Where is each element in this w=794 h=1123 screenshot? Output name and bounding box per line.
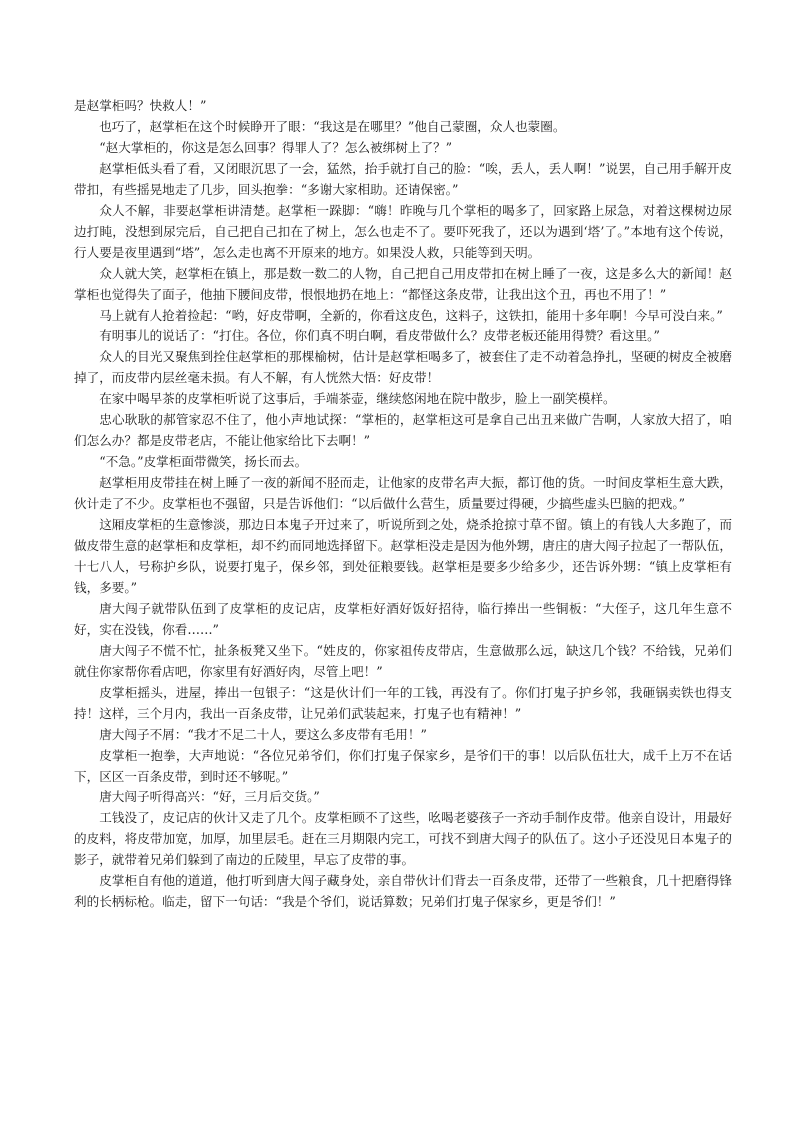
paragraph: 唐大闯子不屑：“我才不足二十人，要这么多皮带有毛用！” (99, 726, 427, 742)
paragraph: “不急。”皮掌柜面带微笑，扬长而去。 (99, 454, 308, 470)
paragraph: 在家中喝早茶的皮掌柜听说了这事后，手端茶壶，继续悠闲地在院中散步，脸上一副笑模样。 (99, 391, 616, 407)
paragraph: 皮掌柜一抱拳，大声地说：“各位兄弟爷们，你们打鬼子保家乡，是爷们干的事！以后队伍壮大，成千上万不在话下，区区一百条皮带，到时还不够呢。” (74, 747, 732, 784)
paragraph: 唐大闯子就带队伍到了皮掌柜的皮记店，皮掌柜好酒好饭好招待，临行捧出一些铜板：“大侄子，这几年生意不好，实在没钱，你看……” (74, 600, 732, 637)
paragraph: 工钱没了，皮记店的伙计又走了几个。皮掌柜顾不了这些，吆喝老婆孩子一齐动手制作皮带。他亲自设计，用最好的皮料，将皮带加宽，加厚，加里层毛。赶在三月期限内完工，可找不到唐大闯子的队伍了。这小子还没见日本鬼子的影子，就带着兄弟们躲到了南边的丘陵里，早忘了皮带的事。 (74, 810, 732, 868)
paragraph: 众人就大笑，赵掌柜在镇上，那是数一数二的人物，自己把自己用皮带扣在树上睡了一夜，这是多么大的新闻！赵掌柜也觉得失了面子，他抽下腰间皮带，恨恨地扔在地上：“都怪这条皮带，让我出这个丑，再也不用了！” (74, 265, 732, 302)
paragraph: 是赵掌柜吗？快救人！” (74, 98, 207, 113)
paragraph: 皮掌柜自有他的道道，他打听到唐大闯子藏身处，亲自带伙计们背去一百条皮带，还带了一些粮食，几十把磨得锋利的长柄标枪。临走，留下一句话：“我是个爷们，说话算数；兄弟们打鬼子保家乡，更是爷们！” (74, 873, 732, 910)
paragraph: 皮掌柜摇头，进屋，捧出一包银子：“这是伙计们一年的工钱，再没有了。你们打鬼子护乡邻，我砸锅卖铁也得支持！这样，三个月内，我出一百条皮带，让兄弟们武装起来，打鬼子也有精神！” (74, 684, 732, 721)
paragraph: 这厢皮掌柜的生意惨淡，那边日本鬼子开过来了，听说所到之处，烧杀抢掠寸草不留。镇上的有钱人大多跑了，而做皮带生意的赵掌柜和皮掌柜，却不约而同地选择留下。赵掌柜没走是因为他外甥，唐庄的唐大闯子拉起了一帮队伍，十七八人，号称护乡队，说要打鬼子，保乡邻，到处征粮要钱。赵掌柜是要多少给多少，还告诉外甥：“镇上皮掌柜有钱，多要。” (74, 517, 732, 595)
paragraph: 马上就有人抢着捡起：“哟，好皮带啊，全新的，你看这皮色，这料子，这铁扣，能用十多年啊！今早可没白来。” (99, 307, 723, 323)
paragraph: 众人的目光又聚焦到拴住赵掌柜的那棵榆树，估计是赵掌柜喝多了，被套住了走不动着急挣扎，坚硬的树皮全被磨掉了，而皮带内层丝毫未损。有人不解，有人恍然大悟：好皮带！ (74, 349, 732, 386)
paragraph: 也巧了，赵掌柜在这个时候睁开了眼：“我这是在哪里？”他自己蒙圈，众人也蒙圈。 (99, 118, 566, 134)
paragraph: 唐大闯子听得高兴：“好，三月后交货。” (99, 789, 320, 805)
paragraph: “赵大掌柜的，你这是怎么回事？得罪人了？怎么被绑树上了？” (99, 139, 453, 155)
paragraph: 唐大闯子不慌不忙，扯条板凳又坐下。“姓皮的，你家祖传皮带店，生意做那么远，缺这几个钱？不给钱，兄弟们就住你家帮你看店吧，你家里有好酒好肉，尽管上吧！” (74, 642, 732, 679)
paragraph: 赵掌柜用皮带挂在树上睡了一夜的新闻不胫而走，让他家的皮带名声大振，都订他的货。一时间皮掌柜生意大跌，伙计走了不少。皮掌柜也不强留，只是告诉他们：“以后做什么营生，质量要过得硬，少搞些虚头巴脑的把戏。” (74, 475, 732, 512)
paragraph: 有明事儿的说话了：“打住。各位，你们真不明白啊，看皮带做什么？皮带老板还能用得赞？看这里。” (99, 328, 660, 344)
paragraph: 忠心耿耿的郝管家忍不住了，他小声地试探：“掌柜的，赵掌柜这可是拿自己出丑来做广告啊，人家放大招了，咱们怎么办？都是皮带老店，不能让他家给比下去啊！” (74, 412, 732, 449)
paragraph: 众人不解，非要赵掌柜讲清楚。赵掌柜一跺脚：“嗨！昨晚与几个掌柜的喝多了，回家路上尿急，对着这棵树边尿边打盹，没想到尿完后，自己把自己扣在了树上，怎么也走不了。要吓死我了，还以为遇到‘塔’了。”本地有这个传说，行人要是夜里遇到“塔”，怎么走也离不开原来的地方。如果没人救，只能等到天明。 (74, 202, 732, 260)
paragraph: 赵掌柜低头看了看，又闭眼沉思了一会，猛然，抬手就打自己的脸：“唉，丢人，丢人啊！”说罢，自己用手解开皮带扣，有些摇晃地走了几步，回头抱拳：“多谢大家相助。还请保密。” (74, 160, 732, 197)
document-page (74, 96, 732, 913)
